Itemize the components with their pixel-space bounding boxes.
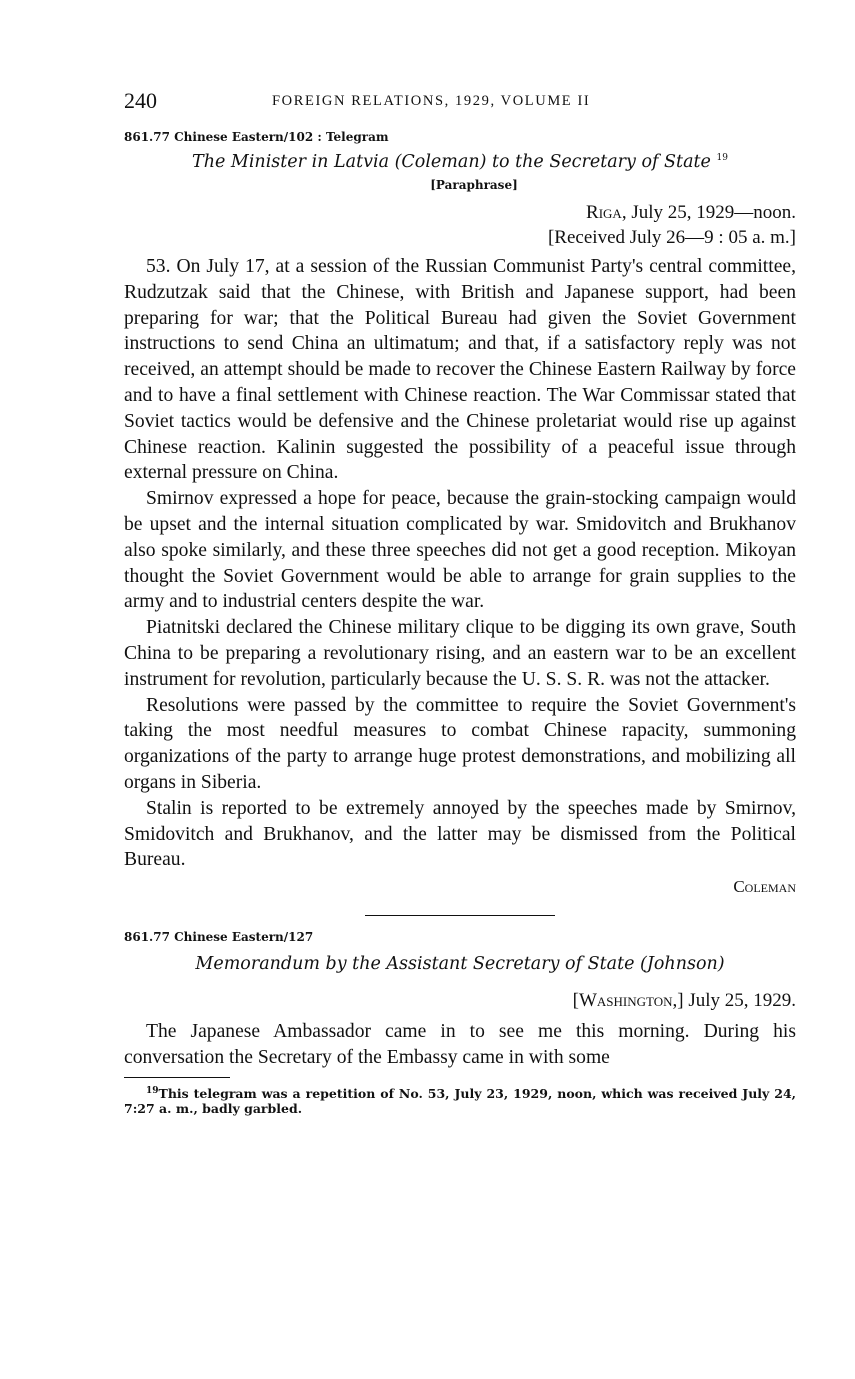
paragraph-2: Smirnov expressed a hope for peace, because the grain-stocking campaign would be upset and the internal situation complicated by war. Smidovitch and Brukhanov also spoke similarly, and these three speeches did not get a good reception. Mikoyan thought the Soviet Government would be able to arrange for grain supplies to the army and to industrial centers despite the war. xyxy=(124,488,796,613)
paraphrase-label: [Paraphrase] xyxy=(430,178,518,192)
dateline-1-place: Riga xyxy=(586,202,622,223)
running-title: FOREIGN RELATIONS, 1929, VOLUME II xyxy=(272,93,591,109)
footnote-marker: 19 xyxy=(716,153,728,164)
paragraph-1: 53. On July 17, at a session of the Russian Communist Party's central committee, Rudzutzak said that the Chinese, with British and Japanese support, had been preparing for war; that the Political Bureau had given the Soviet Government instructions to send China an ultimatum; and that, if a satisfactory reply was not received, an attempt should be made to recover the Chinese Eastern Railway by force and to have a final settlement with Chinese reaction. The War Commissar stated that Soviet tactics would be defensive and the Chinese proletariat would rise up against Chinese reaction. Kalinin suggested the possibility of a peaceful issue through external pressure on China. xyxy=(124,256,796,484)
paragraph-4: Resolutions were passed by the committee to require the Soviet Government's taking the most needful measures to combat Chinese rapacity, summoning organizations of the party to arrange huge protest demonstrations, and mobilizing all organs in Siberia. xyxy=(124,694,796,793)
dateline-2-place: [Washington,] xyxy=(572,990,684,1012)
file-reference-1: 861.77 Chinese Eastern/102 : Telegram xyxy=(124,130,389,144)
footnote-number: 19 xyxy=(146,1085,159,1096)
section-divider xyxy=(365,915,555,916)
dateline-2-date: July 25, 1929. xyxy=(683,990,796,1012)
paragraph-3: Piatnitski declared the Chinese military clique to be digging its own grave, South China to be preparing a revolutionary rising, and an eastern war to be an excellent instrument for revolution, particularly because the U. S. S. R. was not the attacker. xyxy=(124,617,796,690)
paragraph-memo-1: The Japanese Ambassador came in to see me this morning. During his conversation the Secretary of the Embassy came in with some xyxy=(124,1021,796,1068)
footnote-rule xyxy=(124,1077,230,1078)
running-head xyxy=(124,88,796,118)
page-number: 240 xyxy=(124,88,157,113)
dateline-2 xyxy=(124,988,796,1013)
footnote xyxy=(124,1084,796,1116)
dateline-1 xyxy=(124,200,796,225)
paragraph-5: Stalin is reported to be extremely annoyed by the speeches made by Smirnov, Smidovitch and Brukhanov, and the latter may be dismissed from the Political Bureau. xyxy=(124,797,796,871)
file-reference-2: 861.77 Chinese Eastern/127 xyxy=(124,930,314,945)
dateline-1-date: , July 25, 1929—noon. xyxy=(621,202,796,223)
document-title-1 xyxy=(124,152,796,172)
document-page xyxy=(124,88,796,1116)
document-title-2: Memorandum by the Assistant Secretary of State (Johnson) xyxy=(195,954,725,975)
document-title-1-text: The Minister in Latvia (Coleman) to the Secretary of State xyxy=(192,152,711,172)
signature: Coleman xyxy=(733,877,796,897)
received-line: [Received July 26—9 : 05 a. m.] xyxy=(547,227,796,248)
footnote-text: This telegram was a repetition of No. 53, July 23, 1929, noon, which was received July 24, 7:27 a. m., badly garbled. xyxy=(124,1085,796,1116)
